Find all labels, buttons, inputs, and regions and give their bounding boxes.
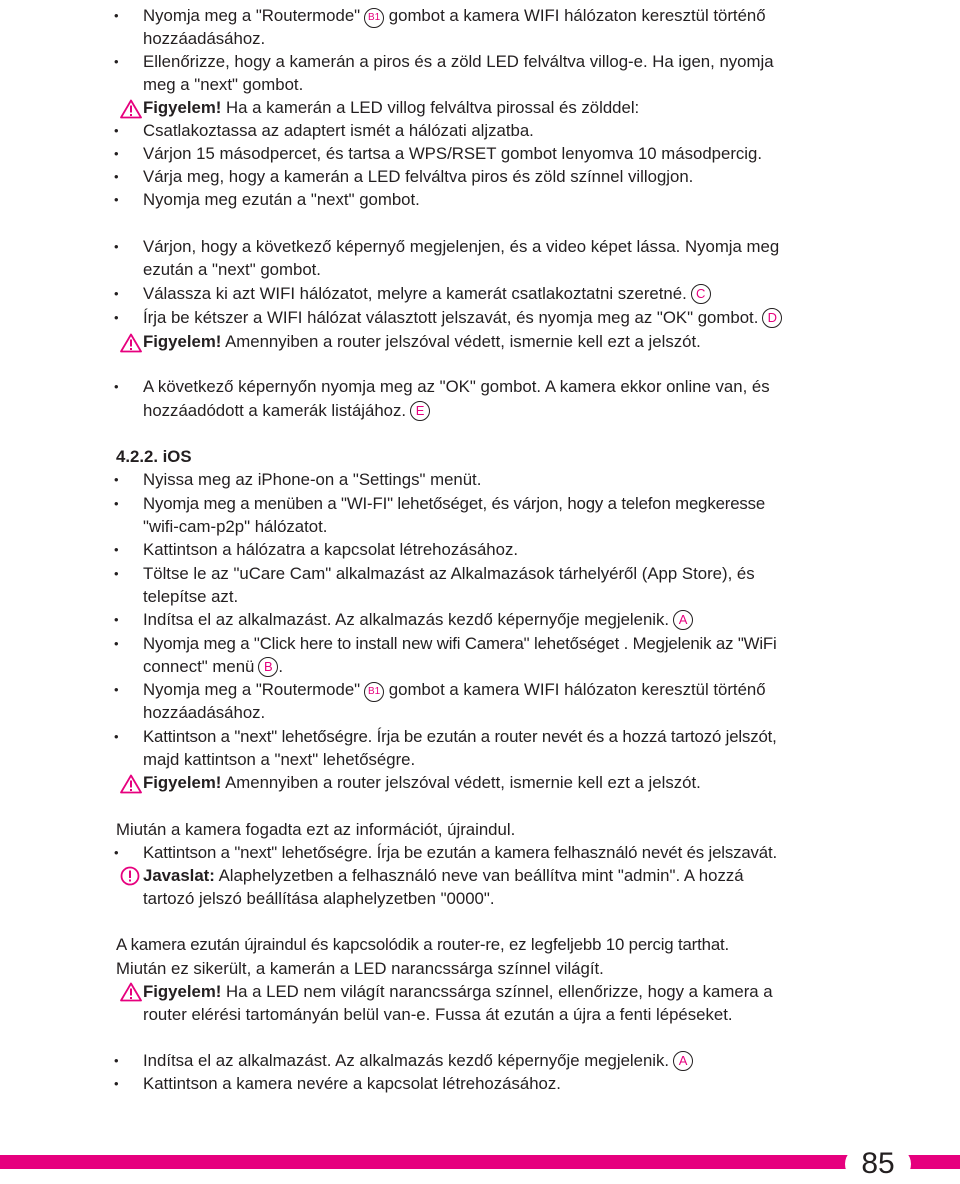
- text-line: connect" menü B .: [143, 657, 284, 676]
- text-line: tartozó jelszó beállítása alaphelyzetben "0000".: [143, 889, 495, 908]
- text-line: Miután ez sikerült, a kamerán a LED narancssárga színnel világít.: [116, 959, 604, 978]
- text-line: Várja meg, hogy a kamerán a LED felváltva piros és zöld színnel villogjon.: [143, 167, 694, 186]
- bullet: •: [114, 54, 119, 69]
- text-line: Írja be kétszer a WIFI hálózat választott jelszavát, és nyomja meg az "OK" gombot. D: [143, 307, 782, 329]
- text-line: Nyomja meg a "Routermode" B1 gombot a kamera WIFI hálózaton keresztül történő: [143, 5, 766, 28]
- text-line: Kattintson a "next" lehetőségre. Írja be ezután a router nevét és a hozzá tartozó jelszót,: [143, 727, 777, 746]
- text-line: Várjon, hogy a következő képernyő megjelenjen, és a video képet lássa. Nyomja meg: [143, 237, 780, 256]
- warning-line: Figyelem! Ha a kamerán a LED villog felváltva pirossal és zölddel:: [143, 98, 640, 117]
- text-line: hozzáadódott a kamerák listájához. E: [143, 400, 430, 422]
- bullet: •: [114, 729, 119, 744]
- marker-c: C: [691, 284, 711, 304]
- marker-b1: B1: [364, 682, 384, 702]
- text-line: hozzáadásához.: [143, 703, 266, 722]
- text-line: majd kattintson a "next" lehetőségre.: [143, 750, 416, 769]
- info-exclamation-icon: [120, 866, 140, 886]
- warning-icon: [120, 982, 142, 1002]
- bullet: •: [114, 542, 119, 557]
- bullet: •: [114, 379, 119, 394]
- bullet: •: [114, 682, 119, 697]
- bullet: •: [114, 566, 119, 581]
- warning-line: Figyelem! Amennyiben a router jelszóval védett, ismernie kell ezt a jelszót.: [143, 332, 701, 351]
- text-line: Indítsa el az alkalmazást. Az alkalmazás kezdő képernyője megjelenik. A: [143, 609, 693, 631]
- text-line: hozzáadásához.: [143, 29, 266, 48]
- text-line: Ellenőrizze, hogy a kamerán a piros és a zöld LED felváltva villog-e. Ha igen, nyomja: [143, 52, 774, 71]
- text-line: Várjon 15 másodpercet, és tartsa a WPS/RSET gombot lenyomva 10 másodpercig.: [143, 144, 763, 163]
- warning-label: Figyelem!: [143, 773, 222, 792]
- bullet: •: [114, 472, 119, 487]
- text-line: Válassza ki azt WIFI hálózatot, melyre a kamerát csatlakoztatni szeretné. C: [143, 283, 711, 305]
- bullet: •: [114, 8, 119, 23]
- footer-bar: [0, 1155, 960, 1169]
- text-line: Nyomja meg ezután a "next" gombot.: [143, 190, 420, 209]
- page-number: 85: [845, 1147, 911, 1181]
- text-line: Kattintson a hálózatra a kapcsolat létrehozásához.: [143, 540, 519, 559]
- bullet: •: [114, 1076, 119, 1091]
- text-line: Kattintson a "next" lehetőségre. Írja be ezután a kamera felhasználó nevét és jelszavát.: [143, 843, 777, 862]
- text-line: Töltse le az "uCare Cam" alkalmazást az Alkalmazások tárhelyéről (App Store), és: [143, 564, 755, 583]
- warning-icon: [120, 333, 142, 353]
- text-line: Indítsa el az alkalmazást. Az alkalmazás kezdő képernyője megjelenik. A: [143, 1050, 693, 1072]
- text-line: A kamera ezután újraindul és kapcsolódik a router-re, ez legfeljebb 10 percig tarthat.: [116, 935, 730, 954]
- marker-e: E: [410, 401, 430, 421]
- bullet: •: [114, 239, 119, 254]
- bullet: •: [114, 496, 119, 511]
- warning-line: Figyelem! Ha a LED nem világít narancssárga színnel, ellenőrizze, hogy a kamera a: [143, 982, 773, 1001]
- text-line: router elérési tartományán belül van-e. Fussa át ezután a újra a fenti lépéseket.: [143, 1005, 733, 1024]
- warning-label: Figyelem!: [143, 98, 222, 117]
- text-line: Nyissa meg az iPhone-on a "Settings" menüt.: [143, 470, 482, 489]
- tip-label: Javaslat:: [143, 866, 215, 885]
- marker-a: A: [673, 610, 693, 630]
- bullet: •: [114, 192, 119, 207]
- warning-label: Figyelem!: [143, 982, 222, 1001]
- marker-b: B: [258, 657, 278, 677]
- text-line: telepítse azt.: [143, 587, 239, 606]
- bullet: •: [114, 310, 119, 325]
- text-line: Nyomja meg a "Click here to install new wifi Camera" lehetőséget . Megjelenik az "WiFi: [143, 634, 777, 653]
- marker-d: D: [762, 308, 782, 328]
- bullet: •: [114, 286, 119, 301]
- text-line: A következő képernyőn nyomja meg az "OK" gombot. A kamera ekkor online van, és: [143, 377, 770, 396]
- text-line: Nyomja meg a menüben a "WI-FI" lehetőséget, és várjon, hogy a telefon megkeresse: [143, 494, 766, 513]
- section-heading: 4.2.2. iOS: [116, 447, 192, 466]
- text-line: Nyomja meg a "Routermode" B1 gombot a kamera WIFI hálózaton keresztül történő: [143, 679, 766, 702]
- bullet: •: [114, 636, 119, 651]
- marker-a: A: [673, 1051, 693, 1071]
- tip-line: Javaslat: Alaphelyzetben a felhasználó neve van beállítva mint "admin". A hozzá: [143, 866, 744, 885]
- bullet: •: [114, 123, 119, 138]
- warning-label: Figyelem!: [143, 332, 222, 351]
- warning-icon: [120, 774, 142, 794]
- marker-b1: B1: [364, 8, 384, 28]
- text-line: ezután a "next" gombot.: [143, 260, 321, 279]
- bullet: •: [114, 146, 119, 161]
- text-line: Kattintson a kamera nevére a kapcsolat létrehozásához.: [143, 1074, 561, 1093]
- warning-icon: [120, 99, 142, 119]
- text-line: Miután a kamera fogadta ezt az információt, újraindul.: [116, 820, 516, 839]
- bullet: •: [114, 169, 119, 184]
- text-line: Csatlakoztassa az adaptert ismét a hálózati aljzatba.: [143, 121, 534, 140]
- warning-line: Figyelem! Amennyiben a router jelszóval védett, ismernie kell ezt a jelszót.: [143, 773, 701, 792]
- text-line: meg a "next" gombot.: [143, 75, 304, 94]
- text-line: "wifi-cam-p2p" hálózatot.: [143, 517, 328, 536]
- bullet: •: [114, 1053, 119, 1068]
- bullet: •: [114, 845, 119, 860]
- bullet: •: [114, 612, 119, 627]
